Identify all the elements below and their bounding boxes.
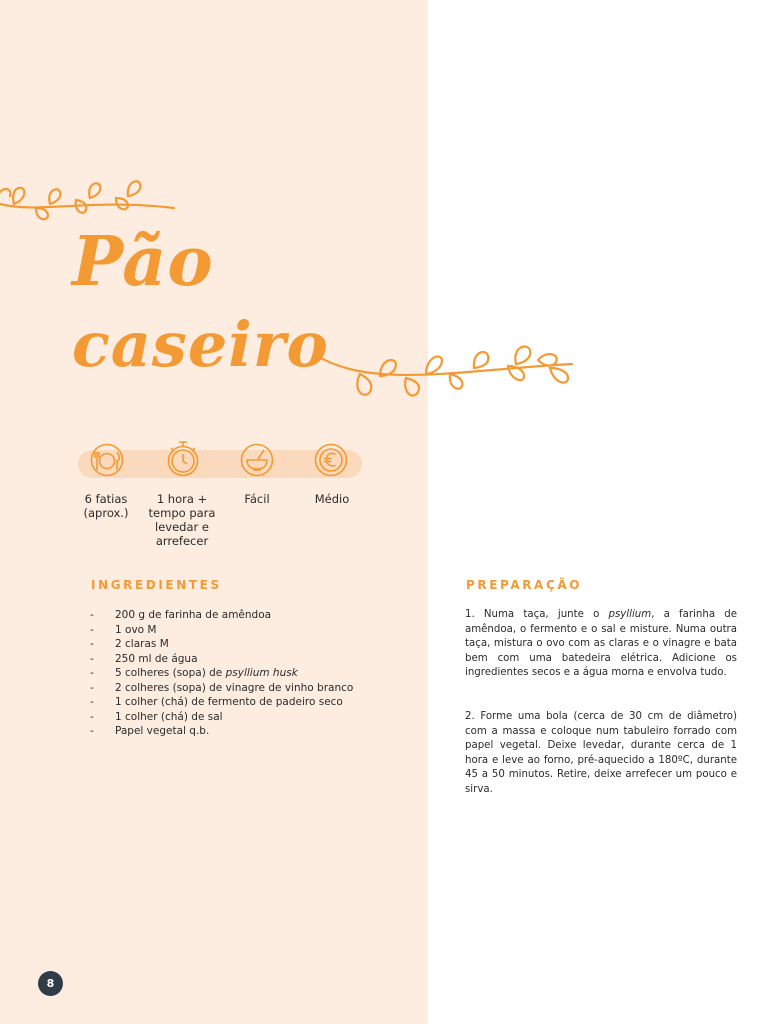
difficulty-label: Fácil [244,492,270,506]
recipe-title-line2: caseiro [72,308,329,381]
list-item: - 2 claras M [90,637,410,652]
list-item: - 250 ml de água [90,652,410,667]
list-item: - 1 colher (chá) de fermento de padeiro seco [90,695,410,710]
list-item: - 2 colheres (sopa) de vinagre de vinho branco [90,681,410,696]
mortar-pestle-icon [239,442,275,478]
page-number-badge: 8 [38,971,63,996]
list-item: - 200 g de farinha de amêndoa [90,608,410,623]
list-item: - 1 colher (chá) de sal [90,710,410,725]
cost-label: Médio [314,492,350,506]
vine-decoration-right-icon [310,330,580,410]
ingredients-heading: INGREDIENTES [91,578,222,592]
time-label: 1 hora + tempo para levedar e arrefecer [148,492,216,548]
list-item: - 5 colheres (sopa) de psyllium husk [90,666,410,681]
preparation-step-2: 2. Forme uma bola (cerca de 30 cm de diâmetro) com a massa e coloque num tabuleiro forrado com papel vegetal. Deixe levedar, durante cerca de 1 hora e leve ao forno, pré-aquecido a 180ºC, durante 45 a 50 minutos. Retire, deixe arrefecer um pouco e sirva. [465,711,737,795]
recipe-title-line1: Pão [72,222,214,302]
vine-decoration-top-icon [0,168,180,228]
stopwatch-icon [164,438,202,478]
preparation-step-1: 1. Numa taça, junte o psyllium, a farinha de amêndoa, o fermento e o sal e misture. Numa outra taça, mistura o ovo com as claras e o vinagre e bata bem com uma batedeira elétrica. Adicione os ingredientes secos e a água morna e envolva tudo. [465,609,737,679]
list-item: - 1 ovo M [90,623,410,638]
servings-label: 6 fatias (aprox.) [83,492,129,520]
plate-icon [89,442,125,478]
preparation-heading: PREPARAÇÃO [466,578,583,592]
euro-coin-icon [313,442,349,478]
list-item: - Papel vegetal q.b. [90,724,410,739]
ingredients-list [90,608,410,739]
